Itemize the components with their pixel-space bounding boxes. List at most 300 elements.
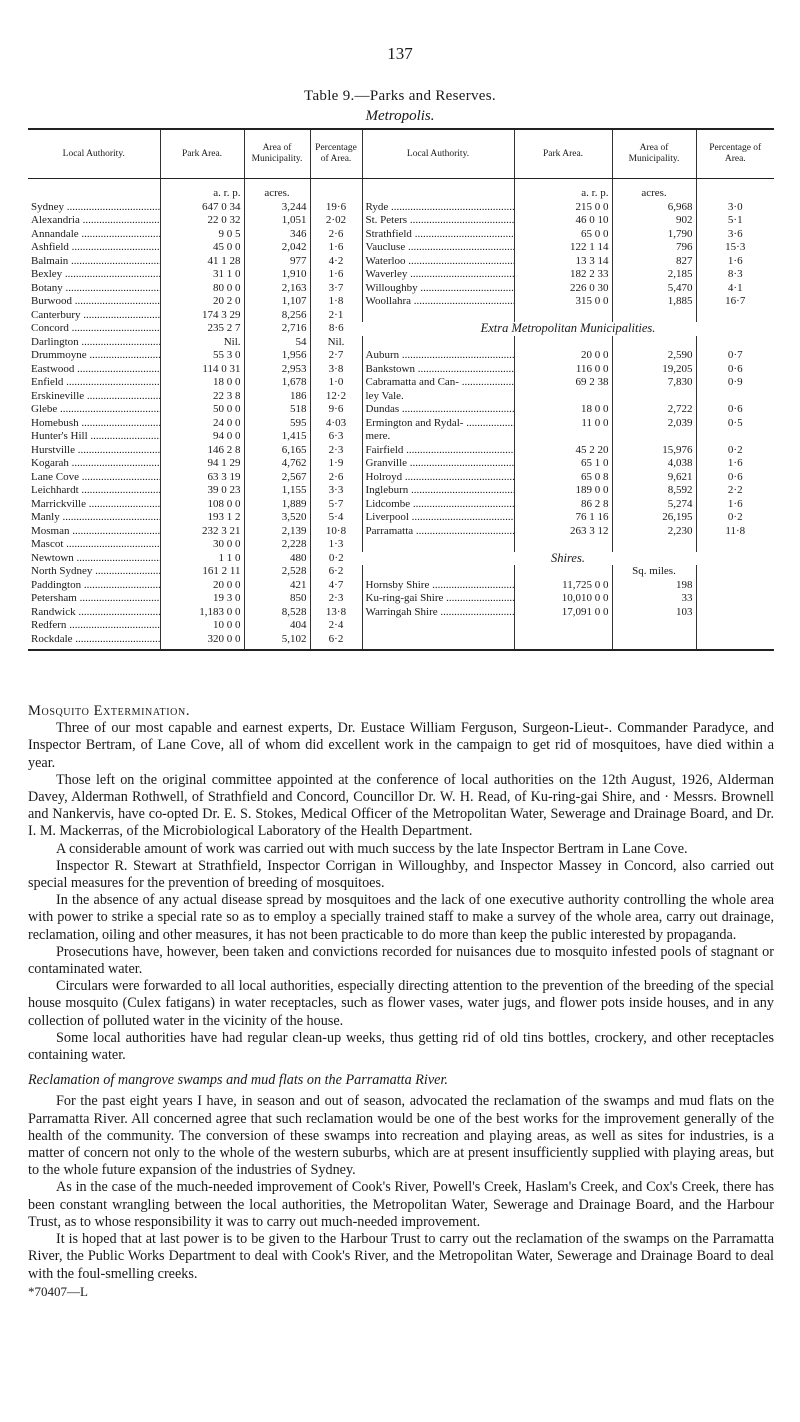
authority-name: Warringah Shire ..... <box>362 606 514 620</box>
page-number: 137 <box>387 44 413 63</box>
authority-name: Glebe ..... <box>28 403 160 417</box>
percentage: 1·6 <box>310 241 362 255</box>
empty-cell <box>612 336 696 350</box>
park-area: 315 0 0 <box>514 295 612 309</box>
municipality-area: 1,415 <box>244 430 310 444</box>
col-header-local-authority: Local Authority. <box>362 129 514 179</box>
municipality-area: 1,910 <box>244 268 310 282</box>
table-row <box>28 565 774 579</box>
park-area: 55 3 0 <box>160 349 244 363</box>
municipality-area: 3,520 <box>244 511 310 525</box>
empty-cell <box>362 633 514 651</box>
municipality-area: 2,567 <box>244 471 310 485</box>
percentage: 3·3 <box>310 484 362 498</box>
authority-name: Bexley ..... <box>28 268 160 282</box>
table-row <box>28 336 774 350</box>
park-area: 17,091 0 0 <box>514 606 612 620</box>
table-row <box>28 228 774 242</box>
percentage: 1·6 <box>696 498 774 512</box>
empty-cell <box>696 619 774 633</box>
empty-cell <box>28 179 160 201</box>
authority-name: Cabramatta and Can- ..... <box>362 376 514 390</box>
paragraph: As in the case of the much-needed improvement of Cook's River, Powell's Creek, Haslam's Creek, and Cox's Creek, there has been constant wrangling between the local authorities, the Metropolitan Water, Sewerage and Drainage Board, and the Harbour Trust, as to whose responsibility it was to carry out much-needed improvement. <box>28 1179 774 1230</box>
empty-cell <box>612 633 696 651</box>
authority-name: Hornsby Shire ..... <box>362 579 514 593</box>
municipality-area: 186 <box>244 390 310 404</box>
percentage: 2·2 <box>696 484 774 498</box>
table-row <box>28 484 774 498</box>
percentage: 4·7 <box>310 579 362 593</box>
authority-name: Ryde ..... <box>362 201 514 215</box>
park-area: 65 0 8 <box>514 471 612 485</box>
park-area: 232 3 21 <box>160 525 244 539</box>
municipality-area: 480 <box>244 552 310 566</box>
table-row <box>28 538 774 552</box>
paragraph: A considerable amount of work was carried out with much success by the late Inspector Bertram in Lane Cove. <box>56 840 688 857</box>
municipality-area: 796 <box>612 241 696 255</box>
municipality-area: 103 <box>612 606 696 620</box>
park-area: 215 0 0 <box>514 201 612 215</box>
municipality-area: 8,528 <box>244 606 310 620</box>
footer-code: *70407—L <box>28 1283 88 1299</box>
park-area: 11,725 0 0 <box>514 579 612 593</box>
empty-cell <box>612 309 696 323</box>
municipality-area: 404 <box>244 619 310 633</box>
percentage: 4·1 <box>696 282 774 296</box>
table-body <box>28 179 774 651</box>
authority-name: Vaucluse ..... <box>362 241 514 255</box>
table-row <box>28 390 774 404</box>
authority-name: Mascot ..... <box>28 538 160 552</box>
park-area: 20 0 0 <box>514 349 612 363</box>
table-row <box>28 552 774 566</box>
table-row <box>28 255 774 269</box>
municipality-area: 1,051 <box>244 214 310 228</box>
empty-cell <box>514 538 612 552</box>
empty-cell <box>514 309 612 323</box>
percentage: 6·3 <box>310 430 362 444</box>
park-area: 94 0 0 <box>160 430 244 444</box>
paragraph: Some local authorities have had regular clean-up weeks, thus getting rid of old tins bottles, crockery, and other receptacles containing water. <box>28 1029 774 1064</box>
park-area: 10 0 0 <box>160 619 244 633</box>
percentage: 3·6 <box>696 228 774 242</box>
park-area-unit: a. r. p. <box>514 179 612 201</box>
municipality-area: 2,185 <box>612 268 696 282</box>
authority-name: Alexandria ..... <box>28 214 160 228</box>
percentage: 2·4 <box>310 619 362 633</box>
municipality-area: 26,195 <box>612 511 696 525</box>
percentage: 0·9 <box>696 376 774 390</box>
percentage: 0·2 <box>696 444 774 458</box>
municipality-area: 54 <box>244 336 310 350</box>
paragraph: Circulars were forwarded to all local authorities, especially directing attention to the prevention of the breeding of the special house mosquito (Culex fatigans) in water receptacles, such as flower vases, water jugs, and flower pots inside houses, and in any collection of polluted water in the vicinity of the house. <box>28 978 774 1029</box>
percentage: 19·6 <box>310 201 362 215</box>
municipality-area: 6,165 <box>244 444 310 458</box>
empty-cell <box>696 309 774 323</box>
paragraph: It is hoped that at last power is to be given to the Harbour Trust to carry out the reclamation of the swamps on the Parramatta River, the Public Works Department to deal with Cook's River, and the Metropolitan Water, Sewerage and Drainage Board to deal with the foul-smelling creeks. <box>28 1231 774 1282</box>
empty-cell <box>696 565 774 579</box>
park-area: 94 1 29 <box>160 457 244 471</box>
authority-name: Lidcombe ..... <box>362 498 514 512</box>
park-area: 114 0 31 <box>160 363 244 377</box>
section-heading: Mosquito Extermination. <box>28 703 191 719</box>
municipality-area: 1,678 <box>244 376 310 390</box>
municipality-area: 902 <box>612 214 696 228</box>
municipality-area: 2,042 <box>244 241 310 255</box>
park-area: 65 0 0 <box>514 228 612 242</box>
empty-cell <box>612 538 696 552</box>
municipality-area: 198 <box>612 579 696 593</box>
authority-name: Waterloo ..... <box>362 255 514 269</box>
empty-cell <box>362 309 514 323</box>
percentage: 1·6 <box>696 457 774 471</box>
percentage: 2·6 <box>310 471 362 485</box>
percentage: 13·8 <box>310 606 362 620</box>
percentage: 9·6 <box>310 403 362 417</box>
municipality-area: 421 <box>244 579 310 593</box>
table-row <box>28 525 774 539</box>
park-area: 86 2 8 <box>514 498 612 512</box>
authority-name: Manly ..... <box>28 511 160 525</box>
percentage <box>696 390 774 404</box>
municipality-area: 1,889 <box>244 498 310 512</box>
authority-name: Sydney ..... <box>28 201 160 215</box>
park-area: 18 0 0 <box>160 376 244 390</box>
percentage: 2·6 <box>310 228 362 242</box>
authority-name: Homebush ..... <box>28 417 160 431</box>
percentage <box>696 592 774 606</box>
municipality-area: 15,976 <box>612 444 696 458</box>
percentage <box>696 606 774 620</box>
paragraph: Those left on the original committee appointed at the conference of local authorities on the 12th August, 1926, Alderman Davey, Alderman Rothwell, of Strathfield and Concord, Councillor Dr. W. H. Read, of Ku-ring-gai Shire, and · Messrs. Brownell and Nankervis, have co-opted Dr. E. S. Stokes, Medical Officer of the Metropolitan Water, Sewerage and Drainage Board, and Dr. I. M. Mackerras, of the Microbiological Laboratory of the Health Department. <box>28 771 774 840</box>
park-area: 647 0 34 <box>160 201 244 215</box>
empty-cell <box>362 619 514 633</box>
percentage: 2·02 <box>310 214 362 228</box>
table-row <box>28 268 774 282</box>
percentage: 4·03 <box>310 417 362 431</box>
percentage: 0·6 <box>696 471 774 485</box>
area-unit: acres. <box>612 179 696 201</box>
percentage <box>696 430 774 444</box>
authority-name: mere. <box>362 430 514 444</box>
authority-name: Ashfield ..... <box>28 241 160 255</box>
authority-name: Darlington ..... <box>28 336 160 350</box>
authority-name: Paddington ..... <box>28 579 160 593</box>
table-row <box>28 471 774 485</box>
subsection-heading: Shires. <box>551 551 585 565</box>
authority-name: Granville ..... <box>362 457 514 471</box>
percentage: 3·7 <box>310 282 362 296</box>
table-row <box>28 511 774 525</box>
percentage: 6·2 <box>310 633 362 651</box>
percentage: 1·8 <box>310 295 362 309</box>
authority-name: Bankstown ..... <box>362 363 514 377</box>
municipality-area: 977 <box>244 255 310 269</box>
authority-name: Drummoyne ..... <box>28 349 160 363</box>
table-row <box>28 619 774 633</box>
park-area: 116 0 0 <box>514 363 612 377</box>
table-row <box>28 309 774 323</box>
municipality-area: 827 <box>612 255 696 269</box>
municipality-area: 595 <box>244 417 310 431</box>
table-row <box>28 592 774 606</box>
empty-cell <box>696 538 774 552</box>
paragraph: Three of our most capable and earnest experts, Dr. Eustace William Ferguson, Surgeon-Lieut-. Commander Paradyce, and Inspector Bertram, of Lane Cove, all of whom did excellent work in the campaign to get rid of mosquitoes, have died within a year. <box>28 720 774 771</box>
paragraph: Prosecutions have, however, been taken and convictions recorded for nuisances due to mosquito infested pools of stagnant or contaminated water. <box>28 943 774 978</box>
municipality-area: 7,830 <box>612 376 696 390</box>
table-row <box>28 579 774 593</box>
col-header-area-municipality: Area of Municipality. <box>244 129 310 179</box>
municipality-area: 1,107 <box>244 295 310 309</box>
table-row <box>28 295 774 309</box>
percentage: 1·6 <box>696 255 774 269</box>
park-area: 193 1 2 <box>160 511 244 525</box>
authority-name: Marrickville ..... <box>28 498 160 512</box>
empty-cell <box>696 179 774 201</box>
percentage: 1·6 <box>310 268 362 282</box>
municipality-area: 8,592 <box>612 484 696 498</box>
authority-name: Willoughby ..... <box>362 282 514 296</box>
table-row <box>28 201 774 215</box>
park-area: 69 2 38 <box>514 376 612 390</box>
park-area <box>514 430 612 444</box>
park-area: Nil. <box>160 336 244 350</box>
authority-name: Annandale ..... <box>28 228 160 242</box>
authority-name: North Sydney ..... <box>28 565 160 579</box>
area-unit: acres. <box>244 179 310 201</box>
empty-cell <box>362 179 514 201</box>
authority-name: Rockdale ..... <box>28 633 160 651</box>
authority-name: Ku-ring-gai Shire ..... <box>362 592 514 606</box>
park-area: 22 0 32 <box>160 214 244 228</box>
percentage: 16·7 <box>696 295 774 309</box>
authority-name: Hurstville ..... <box>28 444 160 458</box>
authority-name: Woollahra ..... <box>362 295 514 309</box>
park-area: 18 0 0 <box>514 403 612 417</box>
authority-name: Leichhardt ..... <box>28 484 160 498</box>
percentage: 1·3 <box>310 538 362 552</box>
paragraph: Inspector R. Stewart at Strathfield, Inspector Corrigan in Willoughby, and Inspector Massey in Concord, also carried out special measures for the prevention of breeding of mosquitoes. <box>28 857 774 892</box>
authority-name: Parramatta ..... <box>362 525 514 539</box>
park-area: 20 0 0 <box>160 579 244 593</box>
authority-name: Redfern ..... <box>28 619 160 633</box>
empty-cell <box>362 565 514 579</box>
municipality-area: 2,590 <box>612 349 696 363</box>
park-area: 263 3 12 <box>514 525 612 539</box>
percentage: 11·8 <box>696 525 774 539</box>
authority-name: Balmain ..... <box>28 255 160 269</box>
authority-name: Burwood ..... <box>28 295 160 309</box>
authority-name: Lane Cove ..... <box>28 471 160 485</box>
percentage: 2·1 <box>310 309 362 323</box>
municipality-area: 2,528 <box>244 565 310 579</box>
authority-name: Liverpool ..... <box>362 511 514 525</box>
percentage: 2·3 <box>310 444 362 458</box>
municipality-area: 2,722 <box>612 403 696 417</box>
authority-name: Botany ..... <box>28 282 160 296</box>
percentage <box>696 579 774 593</box>
park-area: 235 2 7 <box>160 322 244 336</box>
park-area: 80 0 0 <box>160 282 244 296</box>
authority-name: Dundas ..... <box>362 403 514 417</box>
authority-name: Waverley ..... <box>362 268 514 282</box>
percentage: 0·2 <box>310 552 362 566</box>
park-area: 45 2 20 <box>514 444 612 458</box>
empty-cell <box>362 336 514 350</box>
park-area: 65 1 0 <box>514 457 612 471</box>
municipality-area: 2,163 <box>244 282 310 296</box>
municipality-area: 1,790 <box>612 228 696 242</box>
park-area: 122 1 14 <box>514 241 612 255</box>
park-area: 46 0 10 <box>514 214 612 228</box>
table-header-row <box>28 129 774 179</box>
authority-name: Holroyd ..... <box>362 471 514 485</box>
percentage: 5·7 <box>310 498 362 512</box>
table-row <box>28 430 774 444</box>
table-row <box>28 363 774 377</box>
empty-cell <box>514 336 612 350</box>
percentage: 0·7 <box>696 349 774 363</box>
percentage: 0·2 <box>696 511 774 525</box>
park-area: 10,010 0 0 <box>514 592 612 606</box>
municipality-area: 518 <box>244 403 310 417</box>
park-area: 76 1 16 <box>514 511 612 525</box>
authority-name: St. Peters ..... <box>362 214 514 228</box>
park-area: 22 3 8 <box>160 390 244 404</box>
park-area-unit: a. r. p. <box>160 179 244 201</box>
municipality-area: 2,716 <box>244 322 310 336</box>
empty-cell <box>514 619 612 633</box>
empty-cell <box>514 565 612 579</box>
percentage: 8·6 <box>310 322 362 336</box>
authority-name: ley Vale. <box>362 390 514 404</box>
municipality-area: 1,885 <box>612 295 696 309</box>
authority-name: Erskineville ..... <box>28 390 160 404</box>
park-area: 41 1 28 <box>160 255 244 269</box>
park-area: 45 0 0 <box>160 241 244 255</box>
municipality-area: 4,762 <box>244 457 310 471</box>
percentage: 2·7 <box>310 349 362 363</box>
percentage: 3·0 <box>696 201 774 215</box>
table-row <box>28 457 774 471</box>
park-area: 182 2 33 <box>514 268 612 282</box>
authority-name: Fairfield ..... <box>362 444 514 458</box>
subheading: Reclamation of mangrove swamps and mud flats on the Parramatta River. <box>28 1072 448 1089</box>
col-header-local-authority: Local Authority. <box>28 129 160 179</box>
municipality-area: 5,102 <box>244 633 310 651</box>
park-area: 30 0 0 <box>160 538 244 552</box>
authority-name: Ingleburn ..... <box>362 484 514 498</box>
park-area: 31 1 0 <box>160 268 244 282</box>
col-header-park-area: Park Area. <box>514 129 612 179</box>
municipality-area: 19,205 <box>612 363 696 377</box>
table-row <box>28 282 774 296</box>
municipality-area: 9,621 <box>612 471 696 485</box>
park-area: 9 0 5 <box>160 228 244 242</box>
municipality-area <box>612 390 696 404</box>
park-area: 11 0 0 <box>514 417 612 431</box>
park-area <box>514 390 612 404</box>
table-row <box>28 498 774 512</box>
percentage: 5·4 <box>310 511 362 525</box>
municipality-area: 5,470 <box>612 282 696 296</box>
percentage: 2·3 <box>310 592 362 606</box>
col-header-park-area: Park Area. <box>160 129 244 179</box>
body-text <box>28 703 774 1300</box>
authority-name: Newtown ..... <box>28 552 160 566</box>
table-title: Table 9.—Parks and Reserves. <box>304 88 496 104</box>
col-header-percentage: Percentage of Area. <box>696 129 774 179</box>
park-area: 50 0 0 <box>160 403 244 417</box>
table-row <box>28 179 774 201</box>
empty-cell <box>514 633 612 651</box>
municipality-area: 2,953 <box>244 363 310 377</box>
park-area: 24 0 0 <box>160 417 244 431</box>
paragraph: In the absence of any actual disease spread by mosquitoes and the lack of one executive authority controlling the whole area with power to strike a special rate so as to employ a specially trained staff to make a survey of the whole area, carry out drainage, reclamation, oiling and other measures, it has not been practicable to do more than keep the public interested by propaganda. <box>28 892 774 943</box>
percentage: 6·2 <box>310 565 362 579</box>
paragraph: For the past eight years I have, in season and out of season, advocated the reclamation of the swamps and mud flats on the Parramatta River. All concerned agree that such reclamation would be one of the best works for the improvement generally of the health of the community. The conversion of these swamps into recreation and playing areas, as well as sites for industries, is a matter of concern not only to the whole of the western suburbs, which are at present insufficiently supplied with playing areas, but to the whole future expansion of the industries of Sydney. <box>28 1093 774 1179</box>
authority-name: Eastwood ..... <box>28 363 160 377</box>
empty-cell <box>310 179 362 201</box>
empty-cell <box>696 336 774 350</box>
authority-name: Randwick ..... <box>28 606 160 620</box>
percentage: 1·9 <box>310 457 362 471</box>
authority-name: Enfield ..... <box>28 376 160 390</box>
percentage: 5·1 <box>696 214 774 228</box>
park-area: 161 2 11 <box>160 565 244 579</box>
percentage: 0·6 <box>696 363 774 377</box>
park-area: 146 2 8 <box>160 444 244 458</box>
percentage: 8·3 <box>696 268 774 282</box>
table-subtitle: Metropolis. <box>365 108 435 124</box>
park-area: 189 0 0 <box>514 484 612 498</box>
table-row <box>28 417 774 431</box>
municipality-area: 346 <box>244 228 310 242</box>
percentage: 3·8 <box>310 363 362 377</box>
table-row <box>28 322 774 336</box>
municipality-area <box>612 430 696 444</box>
municipality-area: 33 <box>612 592 696 606</box>
empty-cell <box>362 538 514 552</box>
municipality-area: 2,039 <box>612 417 696 431</box>
empty-cell <box>696 633 774 651</box>
municipality-area: 5,274 <box>612 498 696 512</box>
table-row <box>28 633 774 651</box>
park-area: 1 1 0 <box>160 552 244 566</box>
area-unit: Sq. miles. <box>612 565 696 579</box>
authority-name: Mosman ..... <box>28 525 160 539</box>
park-area: 226 0 30 <box>514 282 612 296</box>
authority-name: Auburn ..... <box>362 349 514 363</box>
table-row <box>28 241 774 255</box>
park-area: 1,183 0 0 <box>160 606 244 620</box>
municipality-area: 2,230 <box>612 525 696 539</box>
municipality-area: 1,956 <box>244 349 310 363</box>
authority-name: Ermington and Rydal- ..... <box>362 417 514 431</box>
percentage: 4·2 <box>310 255 362 269</box>
park-area: 13 3 14 <box>514 255 612 269</box>
park-area: 39 0 23 <box>160 484 244 498</box>
park-area: 20 2 0 <box>160 295 244 309</box>
authority-name: Kogarah ..... <box>28 457 160 471</box>
percentage: 0·5 <box>696 417 774 431</box>
percentage: Nil. <box>310 336 362 350</box>
municipality-area: 2,139 <box>244 525 310 539</box>
authority-name: Hunter's Hill ..... <box>28 430 160 444</box>
table-row <box>28 444 774 458</box>
subsection-heading: Extra Metropolitan Municipalities. <box>480 322 656 335</box>
municipality-area: 2,228 <box>244 538 310 552</box>
